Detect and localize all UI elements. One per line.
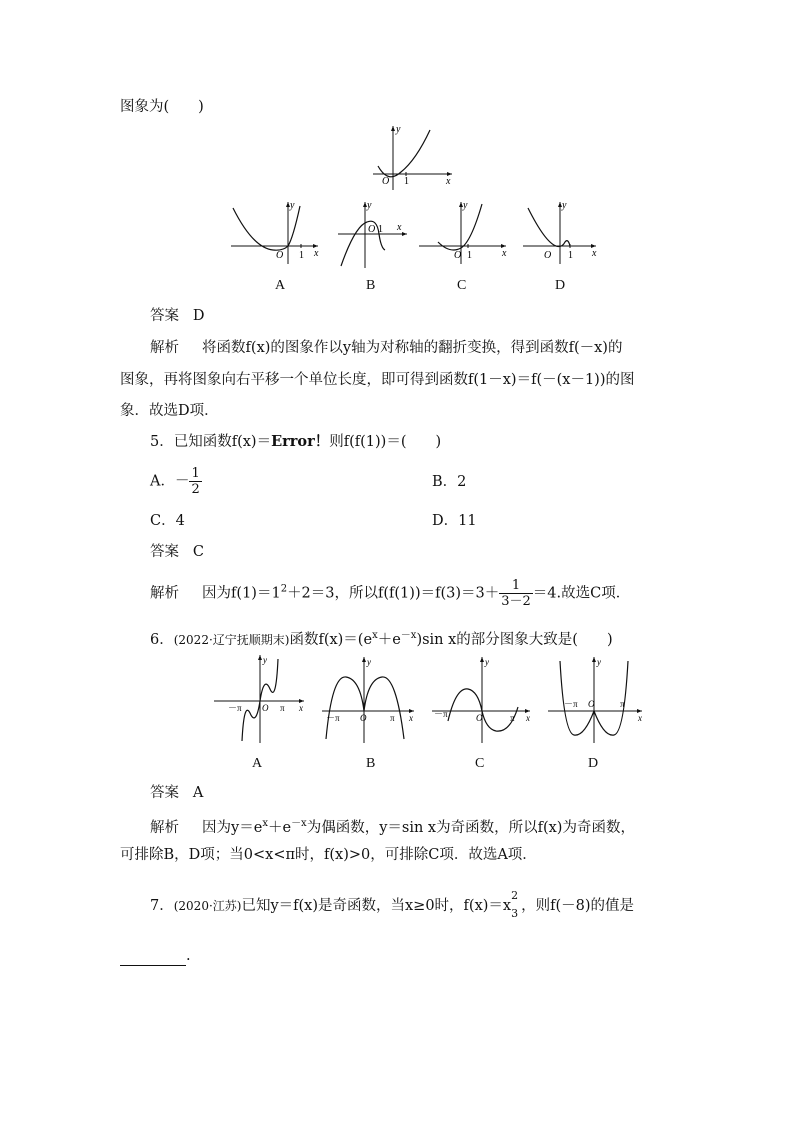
fraction-numerator: 1 [191, 466, 200, 481]
q6-stem-2: ＋e [377, 631, 401, 648]
q6-analysis-line1 [150, 814, 635, 838]
analysis-label: 解析 [150, 819, 179, 836]
q6a-x-label: x [299, 703, 303, 713]
ref-x-label: x [446, 176, 451, 187]
q6-stem [150, 626, 613, 650]
ref-one-label: 1 [404, 176, 409, 187]
q5-option-d: D．11 [432, 513, 477, 529]
q6c-pi-label: π [510, 713, 515, 723]
answer-value: D [192, 308, 205, 324]
q6-analysis-mid: ＋e [267, 819, 292, 836]
q6-stem-sup2: －x [400, 630, 417, 641]
q6-analysis-post: 为偶函数，y＝sin x为奇函数，所以f(x)为奇函数， [306, 819, 635, 836]
q6d-y-label: y [597, 657, 601, 667]
q6-stem-sup1: x [372, 630, 378, 641]
q5-opt-a-label: A．－ [150, 473, 190, 490]
q6a-pi-label: π [280, 703, 285, 713]
q4-option-d-graph [520, 198, 600, 268]
q6d-pi-label: π [620, 699, 625, 709]
q5-stem [150, 432, 441, 452]
q6-option-b-letter: B [366, 756, 376, 771]
opt-c-origin-label: O [454, 250, 462, 261]
q6-option-b-graph [320, 655, 418, 745]
q5-opt-a-fraction [189, 466, 201, 497]
q7-stem [150, 889, 634, 920]
q6-analysis-pre: 因为y＝e [202, 819, 263, 836]
q4-option-b-graph [335, 198, 411, 270]
q6d-origin-label: O [588, 699, 595, 709]
q5-analysis-mid: ＋2＝3，所以f(f(1))＝f(3)＝3＋ [287, 585, 500, 602]
q4-option-c-graph [416, 198, 510, 268]
q4-analysis-line3: 象．故选D项． [120, 403, 219, 419]
q6-analysis-line2: 可排除B，D项；当0<x<π时，f(x)>0，可排除C项．故选A项． [120, 847, 537, 863]
q7-source: (2020·江苏) [173, 899, 242, 913]
fraction-numerator: 1 [499, 578, 533, 594]
q6c-origin-label: O [476, 713, 483, 723]
q6a-neg-pi-label: －π [228, 703, 242, 713]
opt-b-origin-label: O [368, 224, 376, 235]
opt-d-one-label: 1 [568, 250, 573, 261]
opt-b-y-label: y [367, 200, 372, 211]
q5-stem-error: Error！ [271, 433, 330, 450]
answer-label: 答案 [150, 308, 179, 324]
ref-origin-label: O [382, 176, 390, 187]
q4-option-c-letter: C [457, 278, 467, 293]
opt-c-y-label: y [463, 200, 468, 211]
q5-analysis-sup: 2 [280, 583, 288, 595]
q6-stem-3: )sin x的部分图象大致是( ) [416, 631, 613, 648]
q6b-origin-label: O [360, 713, 367, 723]
q6-option-d-letter: D [588, 756, 599, 771]
opt-b-x-label: x [397, 222, 402, 233]
q4-stem-tail: 图象为( ) [120, 99, 204, 115]
q6-option-d-graph [546, 655, 646, 745]
q6-answer [150, 783, 203, 803]
opt-d-x-label: x [592, 248, 597, 259]
q5-analysis [150, 578, 630, 609]
q6a-origin-label: O [262, 703, 269, 713]
analysis-text: 将函数f(x)的图象作以y轴为对称轴的翻折变换，得到函数f(－x)的 [202, 340, 623, 356]
exponent-top: 2 [511, 889, 519, 902]
opt-a-x-label: x [314, 248, 319, 259]
q5-option-b: B．2 [432, 474, 467, 490]
q5-analysis-fraction [499, 578, 533, 609]
analysis-label: 解析 [150, 585, 179, 602]
q6-analysis-sup1: x [262, 818, 268, 829]
q5-analysis-post: ＝4.故选C项． [532, 585, 631, 602]
q4-reference-graph [368, 122, 458, 194]
q6-option-c-graph [430, 655, 534, 745]
answer-label: 答案 [150, 544, 179, 560]
q5-analysis-pre: 因为f(1)＝1 [202, 585, 281, 602]
q6b-y-label: y [367, 657, 371, 667]
q4-option-d-letter: D [555, 278, 566, 293]
q7-stem-pre: 已知y＝f(x)是奇函数，当x≥0时，f(x)＝x [241, 898, 512, 914]
answer-value: A [192, 785, 204, 801]
q6-number: 6． [150, 631, 174, 648]
q5-answer [150, 542, 204, 562]
q7-blank-end: . [186, 948, 191, 964]
q6-analysis-sup2: －x [291, 818, 307, 829]
q6-stem-1: 函数f(x)＝(e [289, 631, 373, 648]
q6-option-a-letter: A [252, 756, 263, 771]
opt-a-y-label: y [290, 200, 295, 211]
opt-d-y-label: y [562, 200, 567, 211]
q5-number: 5． [150, 434, 174, 450]
q6c-neg-pi-label: －π [434, 709, 448, 719]
q6b-neg-pi-label: －π [326, 713, 340, 723]
q4-answer [150, 306, 204, 326]
q7-answer-blank [120, 946, 191, 966]
opt-a-one-label: 1 [299, 250, 304, 261]
q6-source: (2022·辽宁抚顺期末) [173, 632, 290, 647]
q4-option-a-letter: A [275, 278, 286, 293]
opt-c-x-label: x [502, 248, 507, 259]
fraction-denominator: 2 [191, 482, 200, 497]
q4-option-a-graph [228, 198, 322, 268]
q5-stem-post: 则f(f(1))＝( ) [329, 434, 442, 450]
q6-option-c-letter: C [475, 756, 485, 771]
q7-number: 7． [150, 898, 174, 914]
q6a-y-label: y [263, 655, 267, 665]
q4-analysis-line1 [150, 338, 622, 358]
q5-option-c: C．4 [150, 513, 185, 529]
q7-stem-post: ，则f(－8)的值是 [521, 898, 634, 914]
opt-c-one-label: 1 [467, 250, 472, 261]
q6d-neg-pi-label: －π [564, 699, 578, 709]
q6c-x-label: x [526, 713, 530, 723]
q5-option-a [150, 466, 202, 497]
q6b-pi-label: π [390, 713, 395, 723]
fraction-denominator: 3－2 [501, 594, 531, 609]
q6-option-a-graph [212, 653, 308, 745]
q4-option-b-letter: B [366, 278, 376, 293]
answer-label: 答案 [150, 785, 179, 801]
ref-y-label: y [396, 124, 401, 135]
exponent-bottom: 3 [511, 907, 519, 920]
q6b-x-label: x [409, 713, 413, 723]
q6c-y-label: y [485, 657, 489, 667]
analysis-label: 解析 [150, 340, 179, 356]
answer-value: C [192, 544, 204, 560]
answer-blank-line [120, 951, 186, 966]
opt-d-origin-label: O [544, 250, 552, 261]
q6d-x-label: x [638, 713, 642, 723]
opt-b-one-label: 1 [378, 224, 383, 235]
opt-a-origin-label: O [276, 250, 284, 261]
q5-stem-pre: 已知函数f(x)＝ [173, 434, 272, 450]
q4-analysis-line2: 图象，再将图象向右平移一个单位长度，即可得到函数f(1－x)＝f(－(x－1))的图 [120, 372, 635, 388]
